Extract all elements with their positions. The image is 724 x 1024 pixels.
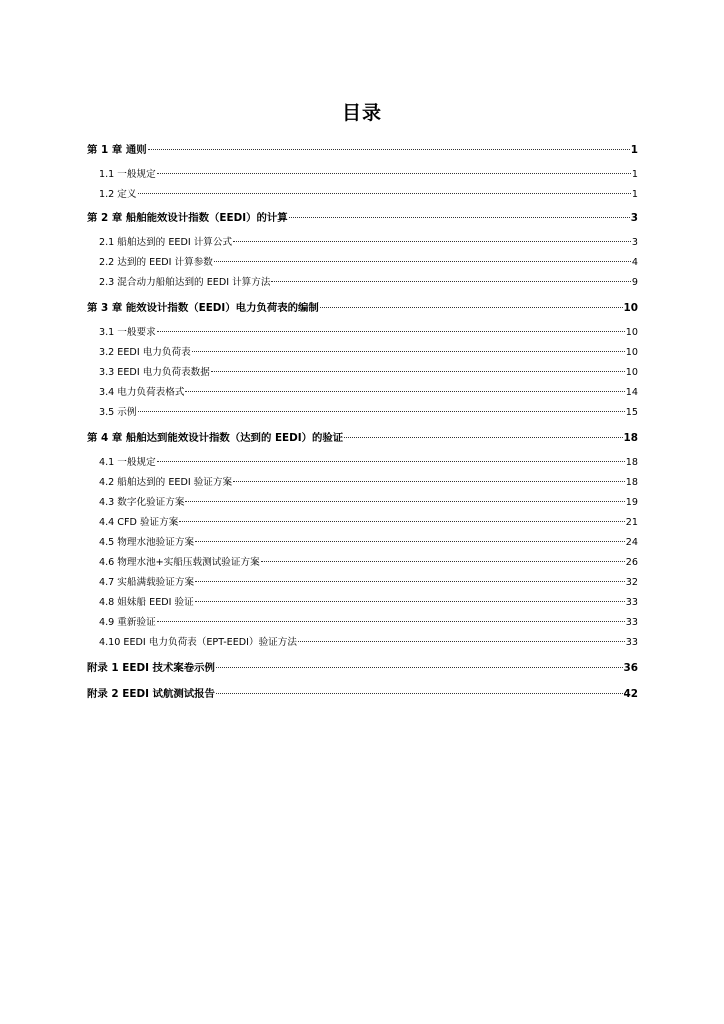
dot-leader: [261, 560, 625, 562]
toc-page-number: 19: [625, 497, 638, 508]
toc-page-number: 9: [631, 277, 638, 288]
toc-chapter-entry: [87, 429, 638, 447]
toc-page-number: 42: [623, 688, 638, 700]
toc-entry-label: 4.9 重新验证: [99, 617, 156, 628]
dot-leader: [138, 192, 631, 194]
toc-page-number: 33: [625, 597, 638, 608]
dot-leader: [157, 172, 631, 174]
toc-page-number: 24: [625, 537, 638, 548]
dot-leader: [192, 350, 625, 352]
toc-page-number: 18: [625, 477, 638, 488]
toc-section-entry: [99, 594, 638, 612]
toc-entry-label: 4.1 一般规定: [99, 457, 156, 468]
toc-entry-label: 4.5 物理水池验证方案: [99, 537, 195, 548]
toc-section-entry: [99, 384, 638, 402]
toc-entry-label: 附录 2 EEDI 试航测试报告: [87, 688, 215, 700]
toc-section-entry: [99, 344, 638, 362]
toc-page-number: 1: [631, 189, 638, 200]
toc-page-number: 36: [623, 662, 638, 674]
toc-chapter-entry: [87, 141, 638, 159]
toc-page-number: 14: [625, 387, 638, 398]
toc-entry-label: 1.2 定义: [99, 189, 137, 200]
toc-page-number: 10: [625, 327, 638, 338]
toc-section-entry: [99, 474, 638, 492]
toc-section-entry: [99, 454, 638, 472]
dot-leader: [211, 370, 625, 372]
toc-entry-label: 4.4 CFD 验证方案: [99, 517, 179, 528]
dot-leader: [157, 460, 625, 462]
toc-page-number: 1: [630, 144, 638, 156]
toc-section-entry: [99, 514, 638, 532]
toc-section-entry: [99, 166, 638, 184]
toc-section-entry: [99, 634, 638, 652]
toc-page-number: 3: [631, 237, 638, 248]
dot-leader: [148, 148, 630, 150]
toc-entry-label: 第 2 章 船舶能效设计指数（EEDI）的计算: [87, 212, 288, 224]
toc-section-entry: [99, 404, 638, 422]
toc-page-number: 18: [623, 432, 638, 444]
toc-section-entry: [99, 254, 638, 272]
toc-page-number: 33: [625, 617, 638, 628]
toc-section-entry: [99, 364, 638, 382]
toc-entry-label: 4.3 数字化验证方案: [99, 497, 185, 508]
toc-section-entry: [99, 186, 638, 204]
toc-entry-label: 3.1 一般要求: [99, 327, 156, 338]
toc-entry-label: 2.3 混合动力船舶达到的 EEDI 计算方法: [99, 277, 271, 288]
dot-leader: [214, 260, 631, 262]
toc-entry-label: 4.10 EEDI 电力负荷表（EPT-EEDI）验证方法: [99, 637, 297, 648]
toc-section-entry: [99, 494, 638, 512]
dot-leader: [195, 600, 625, 602]
toc-chapter-entry: [87, 209, 638, 227]
toc-title: 目录: [341, 102, 382, 124]
dot-leader: [195, 540, 625, 542]
toc-entry-label: 4.2 船舶达到的 EEDI 验证方案: [99, 477, 233, 488]
toc-page-number: 15: [625, 407, 638, 418]
dot-leader: [233, 240, 631, 242]
dot-leader: [195, 580, 625, 582]
toc-page-number: 1: [631, 169, 638, 180]
toc-page-number: 18: [625, 457, 638, 468]
dot-leader: [216, 666, 623, 668]
toc-page-number: 4: [631, 257, 638, 268]
toc-page-number: 10: [623, 302, 638, 314]
toc-entry-label: 2.1 船舶达到的 EEDI 计算公式: [99, 237, 233, 248]
toc-section-entry: [99, 534, 638, 552]
toc-entry-label: 第 1 章 通则: [87, 144, 147, 156]
toc-entry-label: 3.2 EEDI 电力负荷表: [99, 347, 191, 358]
toc-entry-label: 2.2 达到的 EEDI 计算参数: [99, 257, 213, 268]
toc-section-entry: [99, 234, 638, 252]
toc-page-number: 3: [630, 212, 638, 224]
toc-chapter-entry: [87, 299, 638, 317]
toc-entry-label: 4.6 物理水池+实船压载测试验证方案: [99, 557, 260, 568]
toc-section-entry: [99, 614, 638, 632]
dot-leader: [289, 216, 630, 218]
dot-leader: [185, 500, 624, 502]
toc-page-number: 32: [625, 577, 638, 588]
toc-entry-label: 3.4 电力负荷表格式: [99, 387, 185, 398]
toc-entry-label: 第 3 章 能效设计指数（EEDI）电力负荷表的编制: [87, 302, 319, 314]
toc-page-number: 10: [625, 347, 638, 358]
dot-leader: [185, 390, 624, 392]
dot-leader: [138, 410, 625, 412]
dot-leader: [271, 280, 630, 282]
dot-leader: [233, 480, 625, 482]
toc-entry-label: 附录 1 EEDI 技术案卷示例: [87, 662, 215, 674]
toc-chapter-entry: [87, 685, 638, 703]
toc-page-number: 10: [625, 367, 638, 378]
toc-entry-label: 第 4 章 船舶达到能效设计指数（达到的 EEDI）的验证: [87, 432, 344, 444]
dot-leader: [344, 436, 622, 438]
toc-entry-label: 1.1 一般规定: [99, 169, 156, 180]
toc-entry-label: 3.5 示例: [99, 407, 137, 418]
toc-entry-label: 3.3 EEDI 电力负荷表数据: [99, 367, 210, 378]
dot-leader: [157, 620, 625, 622]
toc-section-entry: [99, 274, 638, 292]
toc-entry-label: 4.7 实船满载验证方案: [99, 577, 195, 588]
dot-leader: [320, 306, 623, 308]
toc-entry-label: 4.8 姐妹船 EEDI 验证: [99, 597, 194, 608]
toc-page-number: 26: [625, 557, 638, 568]
toc-chapter-entry: [87, 659, 638, 677]
toc-page-number: 21: [625, 517, 638, 528]
dot-leader: [216, 692, 623, 694]
dot-leader: [157, 330, 625, 332]
dot-leader: [179, 520, 624, 522]
toc-section-entry: [99, 574, 638, 592]
dot-leader: [298, 640, 625, 642]
toc-page-number: 33: [625, 637, 638, 648]
toc-section-entry: [99, 324, 638, 342]
toc-section-entry: [99, 554, 638, 572]
